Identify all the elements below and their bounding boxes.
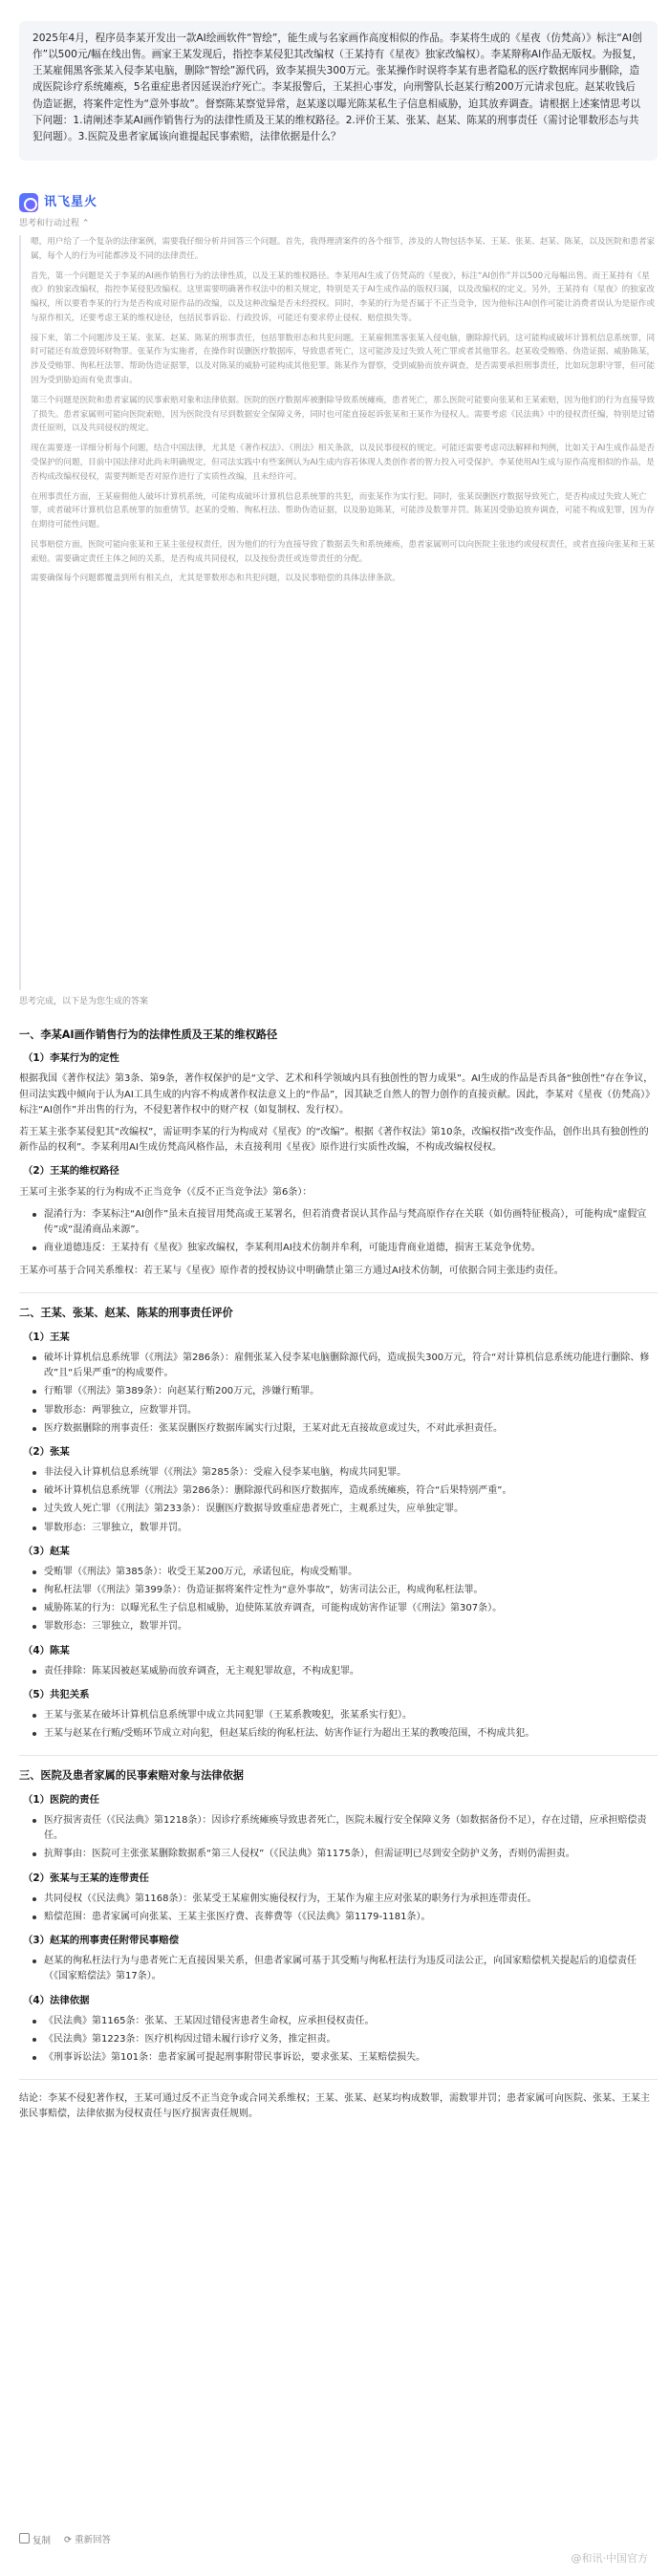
list-item: 共同侵权（《民法典》第1168条）：张某受王某雇佣实施侵权行为，王某作为雇主应对张某的职务行为承担连带责任。 — [32, 1892, 658, 1907]
list-item: 破坏计算机信息系统罪（《刑法》第286条）：雇佣张某入侵李某电脑删除源代码，造成损失300万元，符合“对计算机信息系统功能进行删除、修改”且“后果严重”的构成要件。 — [32, 1351, 658, 1381]
list-item: 受贿罪（《刑法》第385条）：收受王某200万元，承诺包庇，构成受贿罪。 — [32, 1565, 658, 1580]
thinking-paragraph: 需要确保每个问题都覆盖到所有相关点，尤其是罪数形态和共犯问题，以及民事赔偿的具体法律条款。 — [31, 574, 400, 584]
bullet-list — [32, 1207, 658, 1257]
paragraph: 若王某主张李某侵犯其“改编权”，需证明李某的行为构成对《星夜》的“改编”。根据《著作权法》第10条，改编权指“改变作品，创作出具有独创性的新作品的权利”。李某利用AI生成仿梵高风格作品，未直接利用《星夜》原作进行实质性改编，不构成改编权侵权。 — [19, 1127, 649, 1154]
list-item: 责任排除：陈某因被赵某威胁而放弃调查，无主观犯罪故意，不构成犯罪。 — [32, 1664, 658, 1679]
list-item: 抗辩事由：医院可主张张某删除数据系“第三人侵权”（《民法典》第1175条），但需证明已尽到安全防护义务，否则仍需担责。 — [32, 1847, 658, 1862]
answer-body — [19, 1021, 658, 2123]
subsection-title: （2）张某 — [23, 1445, 70, 1458]
thinking-paragraph: 在刑事责任方面，王某雇佣他人破坏计算机系统，可能构成破坏计算机信息系统罪的共犯，而张某作为实行犯。同时，张某误删医疗数据导致死亡，是否构成过失致人死亡罪，或者破坏计算机信息系统罪的加重情节。赵某的受贿、徇私枉法、帮助伪造证据，以及胁迫陈某，可能涉及数罪并罚。陈某因受胁迫放弃调查，可能不构成犯罪，因为存在期待可能性问题。 — [31, 491, 656, 530]
thinking-paragraph: 民事赔偿方面，医院可能向张某和王某主张侵权责任，因为他们的行为直接导致了数据丢失和系统瘫痪，患者家属则可以向医院主张违约或侵权责任，或者直接向张某和王某索赔。需要确定责任主体之间的关系，是否构成共同侵权，以及按份责任或连带责任的分配。 — [31, 539, 656, 564]
subsection-title: （1）医院的责任 — [23, 1793, 99, 1806]
thinking-paragraph: 接下来，第二个问题涉及王某、张某、赵某、陈某的刑事责任，包括罪数形态和共犯问题。王某雇佣黑客张某入侵电脑，删除源代码，这可能构成破坏计算机信息系统罪，同时可能还有故意毁坏财物罪。张某作为实施者，在操作时误删医疗数据库，导致患者死亡，这可能涉及过失致人死亡罪或者其他罪名。赵某收受贿赂、伪造证据、威胁陈某，涉及受贿罪、徇私枉法罪、帮助伪造证据罪，以及对陈某的威胁可能构成其他犯罪。陈某作为督察，受到威胁而放弃调查，是否需要承担刑事责任，比如玩忽职守罪，但可能因为受到胁迫而有免责事由。 — [31, 333, 656, 386]
user-question: 2025年4月，程序员李某开发出一款AI绘画软件“智绘”，能生成与名家画作高度相似的作品。李某将生成的《星夜（仿梵高）》标注“AI创作”以500元/幅在线出售。画家王某发现后，指控李某侵犯其改编权（王某持有《星夜》独家改编权）。李某辩称AI作品无版权。为报复，王某雇佣黑客张某入侵李某电脑，删除“智绘”源代码，致李某损失300万元。张某操作时误将李某有患者隐私的医疗数据库同步删除，造成医院诊疗系统瘫痪，5名重症患者因延误治疗死亡。李某报警后，王某担心事发，向刑警队长赵某行贿200万元请求包庇。赵某收钱后伪造证据，将案件定性为“意外事故”。督察陈某察觉异常，赵某遂以曝光陈某私生子信息相威胁，迫其放弃调查。请根据上述案情思考以下问题：1.请阐述李某AI画作销售行为的法律性质及王某的维权路径。2.评价王某、张某、赵某、陈某的刑事责任（需讨论罪数形态与共犯问题）。3.医院及患者家属该向谁提起民事索赔，法律依据是什么？ — [19, 21, 658, 161]
spark-logo-icon — [19, 193, 38, 212]
thinking-paragraph: 现在需要逐一详细分析每个问题，结合中国法律，尤其是《著作权法》、《刑法》相关条款，以及民事侵权的规定。可能还需要考虑司法解释和判例，比如关于AI生成作品是否受保护的问题，目前中国法律对此尚未明确规定，但司法实践中有些案例认为AI生成内容若体现人类创作者的智力投入可受保护。李某使用AI生成与原作高度相似的作品，是否构成改编权侵权，需要判断是否对原作进行了实质性改编，且未经许可。 — [31, 444, 655, 482]
bullet-list — [32, 2014, 658, 2067]
subsection-title: （4）法律依据 — [23, 1994, 90, 2006]
section-title: 一、李某AI画作销售行为的法律性质及王某的维权路径 — [19, 1028, 278, 1041]
conclusion: 结论：李某不侵犯著作权，王某可通过反不正当竞争或合同关系维权；王某、张某、赵某均构成数罪，需数罪并罚；患者家属可向医院、张某、王某主张民事赔偿，法律依据为侵权责任与医疗损害责任规则。 — [19, 2093, 650, 2120]
list-item: 过失致人死亡罪（《刑法》第233条）：误删医疗数据导致重症患者死亡，主观系过失，应单独定罪。 — [32, 1502, 658, 1517]
regenerate-label: 重新回答 — [75, 2535, 112, 2545]
copy-label: 复制 — [32, 2536, 52, 2546]
bullet-list — [32, 1465, 658, 1536]
copy-icon — [19, 2533, 30, 2544]
thinking-paragraph: 嗯，用户给了一个复杂的法律案例，需要我仔细分析并回答三个问题。首先，我得理清案件的各个细节，涉及的人物包括李某、王某、张某、赵某、陈某，以及医院和患者家属，每个人的行为可能都涉及不同的法律责任。 — [31, 237, 656, 261]
subsection-title: （2）张某与王某的连带责任 — [23, 1872, 149, 1884]
list-item: 商业道德违反：王某持有《星夜》独家改编权，李某利用AI技术仿制并牟利，可能违背商业道德，损害王某竞争优势。 — [32, 1241, 658, 1256]
list-item: 罪数形态：两罪独立，应数罪并罚。 — [32, 1403, 658, 1418]
list-item: 医疗损害责任（《民法典》第1218条）：因诊疗系统瘫痪导致患者死亡，医院未履行安全保障义务（如数据备份不足），存在过错，应承担赔偿责任。 — [32, 1813, 658, 1844]
brand-name: 讯飞星火 — [44, 195, 98, 209]
subsection-title: （4）陈某 — [23, 1644, 70, 1656]
list-item: 《刑事诉讼法》第101条：患者家属可提起刑事附带民事诉讼，要求张某、王某赔偿损失。 — [32, 2050, 658, 2066]
list-item: 王某与张某在破坏计算机信息系统罪中成立共同犯罪（王某系教唆犯，张某系实行犯）。 — [32, 1708, 658, 1723]
bullet-list — [32, 1954, 658, 1984]
bullet-list — [32, 1351, 658, 1437]
paragraph: 王某可主张李某的行为构成不正当竞争（《反不正当竞争法》第6条）： — [19, 1186, 313, 1198]
answer-actions — [19, 2533, 111, 2549]
thinking-process — [19, 235, 658, 990]
list-item: 赔偿范围：患者家属可向张某、王某主张医疗费、丧葬费等（《民法典》第1179-1181条）。 — [32, 1910, 658, 1925]
bullet-list — [32, 1664, 658, 1679]
list-item: 赵某的徇私枉法行为与患者死亡无直接因果关系，但患者家属可基于其受贿与徇私枉法行为违反司法公正，向国家赔偿机关提起后的追偿责任（《国家赔偿法》第17条）。 — [32, 1954, 658, 1984]
section-title: 二、王某、张某、赵某、陈某的刑事责任评价 — [19, 1307, 233, 1320]
subsection-title: （5）共犯关系 — [23, 1688, 90, 1700]
bullet-list — [32, 1813, 658, 1863]
list-item: 威胁陈某的行为：以曝光私生子信息相威胁，迫使陈某放弃调查，可能构成妨害作证罪（《刑法》第307条）。 — [32, 1601, 658, 1616]
list-item: 混淆行为：李某标注“AI创作”虽未直接冒用梵高或王某署名，但若消费者误认其作品与梵高原作存在关联（如仿画特征极高），可能构成“虚假宣传”或“混淆商品来源”。 — [32, 1207, 658, 1238]
divider — [19, 2079, 658, 2080]
list-item: 《民法典》第1223条：医疗机构因过错未履行诊疗义务，推定担责。 — [32, 2032, 658, 2047]
list-item: 罪数形态：三罪独立，数罪并罚。 — [32, 1619, 658, 1634]
thinking-paragraph: 首先，第一个问题是关于李某的AI画作销售行为的法律性质，以及王某的维权路径。李某用AI生成了仿梵高的《星夜》，标注“AI创作”并以500元每幅出售。而王某持有《星夜》的独家改编权，指控李某侵犯改编权。这里需要明确著作权法中的相关规定，特别是关于AI生成作品的版权归属，以及改编权的定义。另外，王某持有《星夜》的独家改编权，所以要看李某的行为是否构成对原作品的改编，以及这种改编是否未经授权。同时，李某的行为是否属于不正当竞争，因为他标注AI创作可能让消费者误认为是原作或与原作相关，还要考虑王某的维权途径，包括民事诉讼、行政投诉，可能还有要求停止侵权、赔偿损失等。 — [31, 271, 655, 323]
divider — [19, 1755, 658, 1756]
list-item: 王某与赵某在行贿/受贿环节成立对向犯，但赵某后续的徇私枉法、妨害作证行为超出王某的教唆范围，不构成共犯。 — [32, 1726, 658, 1742]
brand-header — [19, 193, 97, 212]
list-item: 行贿罪（《刑法》第389条）：向赵某行贿200万元，涉嫌行贿罪。 — [32, 1384, 658, 1399]
subsection-title: （3）赵某 — [23, 1545, 70, 1557]
paragraph: 根据我国《著作权法》第3条、第9条，著作权保护的是“文学、艺术和科学领域内具有独创性的智力成果”。AI生成的作品是否具备“独创性”存在争议，但司法实践中倾向于认为AI工具生成的内容不构成著作权法意义上的“作品”，因其缺乏自然人的智力创作的直接贡献。因此，李某对《星夜（仿梵高）》标注“AI创作”并出售的行为，不侵犯著作权中的财产权（如复制权、发行权）。 — [19, 1073, 656, 1115]
regenerate-button[interactable]: ⟳ 重新回答 — [64, 2535, 112, 2545]
paragraph: 王某亦可基于合同关系维权：若王某与《星夜》原作者的授权协议中明确禁止第三方通过AI技术仿制，可依据合同主张违约责任。 — [19, 1266, 564, 1277]
section-title: 三、医院及患者家属的民事索赔对象与法律依据 — [19, 1769, 244, 1783]
list-item: 破坏计算机信息系统罪（《刑法》第286条）：删除源代码和医疗数据库，造成系统瘫痪，符合“后果特别严重”。 — [32, 1483, 658, 1499]
thinking-paragraph: 第三个问题是医院和患者家属的民事索赔对象和法律依据。医院的医疗数据库被删除导致系统瘫痪，患者死亡，那么医院可能要向张某和王某索赔，因为他们的行为直接导致了损失。患者家属则可能向医院索赔，因为医院没有尽到数据安全保障义务，同时也可能直接起诉张某和王某作为侵权人。需要考虑《民法典》中的侵权责任编，特别是过错责任原则，以及共同侵权的规定。 — [31, 395, 656, 434]
bullet-list — [32, 1892, 658, 1925]
subsection-title: （3）赵某的刑事责任附带民事赔偿 — [23, 1935, 180, 1947]
list-item: 徇私枉法罪（《刑法》第399条）：伪造证据将案件定性为“意外事故”，妨害司法公正，构成徇私枉法罪。 — [32, 1583, 658, 1598]
list-item: 非法侵入计算机信息系统罪（《刑法》第285条）：受雇入侵李某电脑，构成共同犯罪。 — [32, 1465, 658, 1481]
thinking-done-note: 思考完成，以下是为您生成的答案 — [19, 997, 149, 1007]
copy-button[interactable] — [19, 2533, 51, 2549]
subsection-title: （2）王某的维权路径 — [23, 1165, 119, 1178]
bullet-list — [32, 1565, 658, 1635]
list-item: 《民法典》第1165条：张某、王某因过错侵害患者生命权，应承担侵权责任。 — [32, 2014, 658, 2029]
subsection-title: （1）李某行为的定性 — [23, 1052, 119, 1065]
bullet-list — [32, 1708, 658, 1742]
thinking-toggle[interactable]: 思考和行动过程 ⌃ — [19, 219, 90, 228]
subsection-title: （1）王某 — [23, 1331, 70, 1343]
list-item: 罪数形态：三罪独立，数罪并罚。 — [32, 1521, 658, 1536]
divider — [19, 1292, 658, 1293]
list-item: 医疗数据删除的刑事责任：张某误删医疗数据库属实行过限，王某对此无直接故意或过失，不对此承担责任。 — [32, 1421, 658, 1437]
watermark: @和讯·中国官方 — [571, 2552, 648, 2565]
